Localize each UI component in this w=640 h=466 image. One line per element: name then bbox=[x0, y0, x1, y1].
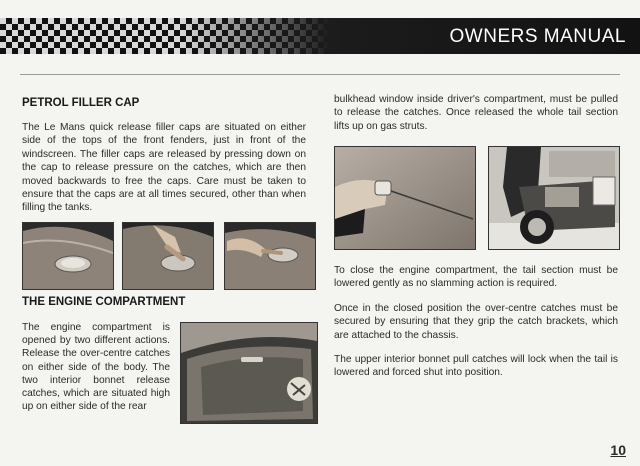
engine-compartment-text: The engine compartment is opened by two different actions. Release the over-centre catches on either side of the body. The two interior bonnet release catches, which are situated high up on either side of the rear bbox=[22, 322, 170, 413]
page-number: 10 bbox=[610, 442, 626, 458]
closed-position-text: Once in the closed position the over-centre catches must be secured by ensuring that they grip the catch brackets, which are attached to the chassis. bbox=[334, 303, 618, 341]
upper-catches-text: The upper interior bonnet pull catches will lock when the tail is lowered and forced shut into position. bbox=[334, 354, 618, 379]
close-engine-compartment-text: To close the engine compartment, the tail section must be lowered gently as no slamming action is required. bbox=[334, 265, 618, 290]
bulkhead-window-text: bulkhead window inside driver's compartment, must be pulled to release the catches. Once released the whole tail section lifts up on gas struts. bbox=[334, 94, 618, 132]
header-rule bbox=[20, 74, 620, 75]
bonnet-release-photo bbox=[334, 146, 476, 250]
manual-title: OWNERS MANUAL bbox=[449, 26, 626, 47]
engine-bay-open-photo bbox=[488, 146, 620, 250]
engine-compartment-heading: THE ENGINE COMPARTMENT bbox=[22, 296, 186, 308]
rear-bulkhead-photo bbox=[180, 322, 318, 424]
petrol-filler-cap-heading: PETROL FILLER CAP bbox=[22, 97, 140, 109]
filler-cap-photo-1 bbox=[22, 222, 114, 290]
checkered-flag-pattern bbox=[0, 18, 330, 54]
petrol-filler-cap-text: The Le Mans quick release filler caps are situated on either side of the tops of the front fenders, just in front of the windscreen. The filler caps are released by pressing down on the cap to release pressure on the catches, which are then moved backwards to free the caps. Care must be taken to ensure that the caps are at all times secured, other than when filling the tanks. bbox=[22, 122, 306, 214]
filler-cap-photo-3 bbox=[224, 222, 316, 290]
filler-cap-photo-2 bbox=[122, 222, 214, 290]
